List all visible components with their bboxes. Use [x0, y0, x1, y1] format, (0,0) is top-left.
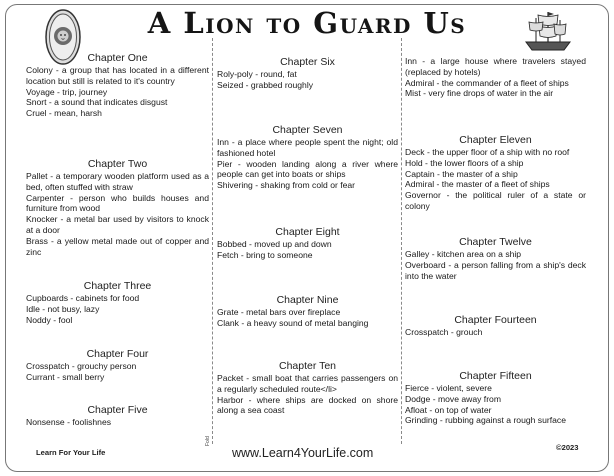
chapter-heading: Chapter Fifteen: [459, 370, 532, 382]
chapter-ten-section: [217, 360, 398, 416]
vocab-entry: Currant - small berry: [26, 371, 105, 382]
vocab-entry: Afloat - on top of water: [405, 404, 492, 415]
vocab-entry: Noddy - fool: [26, 314, 73, 325]
vocab-entry: Galley - kitchen area on a ship: [405, 249, 522, 259]
vocab-entry: Knocker - a metal bar used by visitors to knock at a door: [26, 214, 209, 235]
chapter-fifteen-section: [405, 370, 586, 426]
vocab-entry: Cruel - mean, harsh: [26, 108, 102, 119]
vocab-entry: Packet - small boat that carries passengers on a regularly scheduled route</li>: [217, 373, 398, 394]
vocab-entry: Shivering - shaking from cold or fear: [217, 180, 356, 191]
chapter-heading: Chapter Four: [86, 348, 149, 360]
vocab-entry: Snort - a sound that indicates disgust: [26, 97, 168, 108]
vocab-entry: Inn - a large house where travelers stayed (replaced by hotels): [405, 56, 586, 77]
chapter-heading: Chapter Two: [87, 158, 148, 170]
chapter-eight-section: [217, 226, 398, 261]
vocab-entry: Cupboards - cabinets for food: [26, 293, 140, 303]
chapter-nine-section: [217, 294, 398, 329]
vocab-entry: Nonsense - foolishnes: [26, 417, 112, 427]
chapter-eleven-section: [405, 134, 586, 212]
vocab-entry: Fetch - bring to someone: [217, 249, 313, 260]
vocab-entry: Pier - wooden landing along a river where people can get into boats or ships: [217, 158, 398, 180]
brand-tagline: Learn For Your Life: [36, 448, 106, 457]
chapter-heading: Chapter Twelve: [459, 236, 532, 248]
vocab-entry: Carpenter - person who builds houses and furniture from wood: [26, 192, 209, 214]
vocab-entry: Colony - a group that has located in a different location but still is related to it's country: [26, 65, 209, 86]
vocab-entry: Clank - a heavy sound of metal banging: [217, 317, 369, 328]
vocab-entry: Hold - the lower floors of a ship: [405, 157, 524, 168]
vocab-entry: Bobbed - moved up and down: [217, 239, 332, 249]
vocab-entry: Mist - very fine drops of water in the air: [405, 88, 554, 99]
chapter-six-section: [217, 56, 398, 91]
vocab-entry: Crosspatch - grouch: [405, 327, 483, 337]
chapter-heading: Chapter Fourteen: [454, 314, 537, 326]
chapter-three-section: [26, 280, 209, 325]
chapter-four-section: [26, 348, 209, 383]
chapter-twelve-section: [405, 236, 586, 281]
vocab-entry: Crosspatch - grouchy person: [26, 361, 137, 371]
chapter-heading: Chapter Six: [280, 56, 335, 68]
column-divider: [401, 38, 402, 444]
chapter-seven-section: [217, 124, 398, 191]
chapter-heading: Chapter Three: [83, 280, 152, 292]
vocab-entry: Captain - the master of a ship: [405, 168, 518, 179]
vocab-entry: Voyage - trip, journey: [26, 86, 108, 97]
chapter-heading: Chapter Five: [87, 404, 148, 416]
vocab-entry: Inn - a place where people spent the night; old fashioned hotel: [217, 137, 398, 158]
vocab-entry: Idle - not busy, lazy: [26, 303, 100, 314]
vocab-entry: Harbor - where ships are docked on shore along a sea coast: [217, 394, 398, 416]
vocab-entry: Admiral - the master of a fleet of ships: [405, 179, 550, 190]
chapter-one-section: [26, 52, 209, 119]
sailing-ship-icon: [520, 8, 576, 54]
vocab-entry: Overboard - a person falling from a ship's deck into the water: [405, 259, 586, 281]
vocab-entry: Pallet - a temporary wooden platform used as a bed, often stuffed with straw: [26, 171, 209, 192]
chapter-two-section: [26, 158, 209, 257]
vocab-entry: Brass - a yellow metal made out of copper and zinc: [26, 235, 209, 257]
vocab-entry: Admiral - the commander of a fleet of ships: [405, 77, 569, 88]
vocab-entry: Dodge - move away from: [405, 393, 501, 404]
chapter-fourteen-section: [405, 314, 586, 338]
vocab-entry: Fierce - violent, severe: [405, 383, 492, 393]
website-link[interactable]: www.Learn4YourLife.com: [232, 446, 374, 460]
page-title: A Lion to Guard Us: [147, 6, 467, 40]
vocab-entry: Grate - metal bars over fireplace: [217, 307, 341, 317]
vocab-entry: Roly-poly - round, fat: [217, 69, 297, 79]
chapter-heading: Chapter Eight: [275, 226, 340, 238]
chapter-heading: Chapter Seven: [272, 124, 343, 136]
vocab-entry: Governor - the political ruler of a state or colony: [405, 190, 586, 211]
chapter-five-section: [26, 404, 209, 428]
chapter-heading: Chapter Ten: [278, 360, 336, 372]
copyright-notice: ©2023: [556, 443, 579, 452]
vocab-entry: Seized - grabbed roughly: [217, 79, 314, 90]
chapter-heading: Chapter Nine: [276, 294, 339, 306]
column-divider: [212, 38, 213, 444]
chapter-heading: Chapter One: [87, 52, 148, 64]
fold-marker: Fold: [205, 436, 211, 446]
chapter-ten-continued-section: [405, 56, 586, 99]
vocab-entry: Deck - the upper floor of a ship with no roof: [405, 147, 570, 157]
chapter-heading: Chapter Eleven: [459, 134, 532, 146]
vocab-entry: Grinding - rubbing against a rough surface: [405, 415, 566, 426]
